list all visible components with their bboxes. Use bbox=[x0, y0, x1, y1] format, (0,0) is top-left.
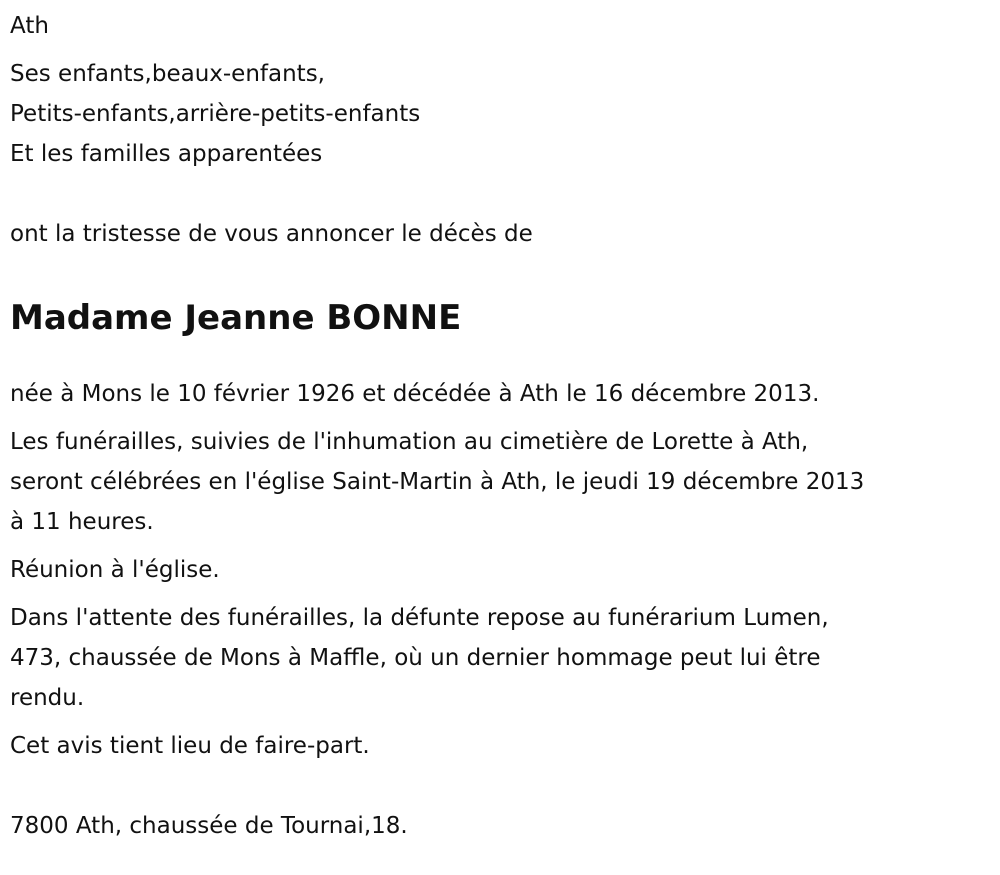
family-line: Ses enfants,beaux-enfants, bbox=[10, 61, 325, 87]
spacer bbox=[10, 414, 995, 422]
spacer bbox=[10, 46, 995, 54]
spacer bbox=[10, 590, 995, 598]
spacer bbox=[10, 174, 995, 214]
funeral-paragraph bbox=[10, 422, 995, 542]
family-block bbox=[10, 54, 995, 174]
repose-line: 473, chaussée de Mons à Maffle, où un dernier hommage peut lui être bbox=[10, 645, 821, 671]
repose-line: rendu. bbox=[10, 685, 85, 711]
spacer bbox=[10, 542, 995, 550]
spacer bbox=[10, 718, 995, 726]
repose-line: Dans l'attente des funérailles, la défunte repose au funérarium Lumen, bbox=[10, 605, 829, 631]
repose-paragraph bbox=[10, 598, 995, 718]
obituary-notice bbox=[10, 6, 995, 846]
meeting-text: Réunion à l'église. bbox=[10, 557, 220, 583]
family-line: Et les familles apparentées bbox=[10, 141, 323, 167]
birth-death-dates: née à Mons le 10 février 1926 et décédée à Ath le 16 décembre 2013. bbox=[10, 381, 820, 407]
spacer bbox=[10, 254, 995, 298]
deceased-name: Madame Jeanne BONNE bbox=[10, 298, 462, 338]
spacer bbox=[10, 766, 995, 806]
funeral-line: à 11 heures. bbox=[10, 509, 154, 535]
funeral-line: Les funérailles, suivies de l'inhumation au cimetière de Lorette à Ath, bbox=[10, 429, 809, 455]
notice-location: Ath bbox=[10, 13, 49, 39]
address-text: 7800 Ath, chaussée de Tournai,18. bbox=[10, 813, 408, 839]
family-line: Petits-enfants,arrière-petits-enfants bbox=[10, 101, 421, 127]
closing-text: Cet avis tient lieu de faire-part. bbox=[10, 733, 370, 759]
spacer bbox=[10, 338, 995, 374]
funeral-line: seront célébrées en l'église Saint-Martin à Ath, le jeudi 19 décembre 2013 bbox=[10, 469, 865, 495]
announcement-text: ont la tristesse de vous annoncer le décès de bbox=[10, 221, 533, 247]
